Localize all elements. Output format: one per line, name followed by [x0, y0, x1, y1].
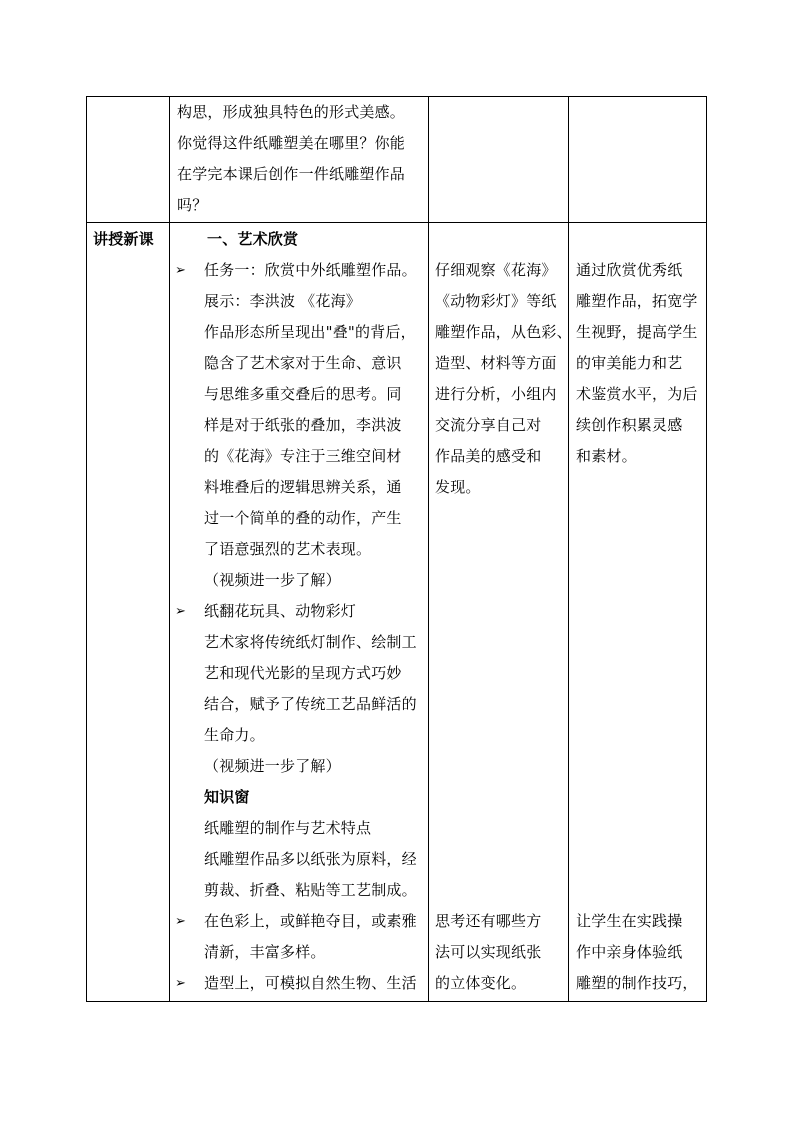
bullet-arrow-icon: ➢: [175, 263, 186, 278]
design-intent-line: 生视野，提高学生: [576, 323, 698, 341]
bullet-arrow-icon: ➢: [175, 976, 186, 991]
content-line: 结合，赋予了传统工艺品鲜活的: [204, 695, 417, 713]
content-line: 剪裁、折叠、粘贴等工艺制成。: [204, 881, 417, 899]
student-activity-line: 的立体变化。: [435, 974, 527, 992]
student-activity-line: 仔细观察《花海》: [435, 261, 557, 279]
content-line: 隐含了艺术家对于生命、意识: [204, 354, 402, 372]
student-activity-line: 作品美的感受和: [435, 447, 542, 465]
content-line: 的《花海》专注于三维空间材: [204, 447, 402, 465]
section-title: 一、艺术欣赏: [207, 230, 299, 248]
content-line: 造型上，可模拟自然生物、生活: [204, 974, 417, 992]
student-activity-line: 发现。: [435, 478, 481, 496]
row1-content-line: 在学完本课后创作一件纸雕塑作品: [177, 165, 406, 183]
knowledge-window-heading: 知识窗: [204, 788, 250, 806]
content-line: 与思维多重交叠后的思考。同: [204, 385, 402, 403]
content-line: 在色彩上，或鲜艳夺目，或素雅: [204, 912, 417, 930]
content-line: 过一个简单的叠的动作，产生: [204, 509, 402, 527]
content-line: 纸翻花玩具、动物彩灯: [204, 602, 357, 620]
stage-label: 讲授新课: [93, 230, 154, 248]
bullet-arrow-icon: ➢: [175, 914, 186, 929]
student-activity-line: 《动物彩灯》等纸: [435, 292, 557, 310]
row1-content-line: 吗？: [177, 196, 208, 214]
content-line: 纸雕塑作品多以纸张为原料，经: [204, 850, 417, 868]
student-activity-line: 思考还有哪些方: [435, 912, 542, 930]
lesson-plan-table: [86, 96, 707, 1002]
column-divider: [568, 97, 569, 1001]
content-line: （视频进一步了解）: [204, 571, 341, 589]
content-line: 了语意强烈的艺术表现。: [204, 540, 372, 558]
content-line: 艺术家将传统纸灯制作、绘制工: [204, 633, 417, 651]
content-line: 样是对于纸张的叠加，李洪波: [204, 416, 402, 434]
student-activity-line: 交流分享自己对: [435, 416, 542, 434]
content-line: 料堆叠后的逻辑思辨关系，通: [204, 478, 402, 496]
content-line: 生命力。: [204, 726, 265, 744]
design-intent-line: 雕塑的制作技巧，: [576, 974, 698, 992]
bullet-arrow-icon: ➢: [175, 604, 186, 619]
row-divider: [87, 222, 706, 223]
design-intent-line: 的审美能力和艺: [576, 354, 683, 372]
student-activity-line: 雕塑作品，从色彩、: [435, 323, 572, 341]
student-activity-line: 造型、材料等方面: [435, 354, 557, 372]
design-intent-line: 让学生在实践操: [576, 912, 683, 930]
design-intent-line: 续创作积累灵感: [576, 416, 683, 434]
content-line: 任务一：欣赏中外纸雕塑作品。: [204, 261, 417, 279]
design-intent-line: 雕塑作品，拓宽学: [576, 292, 698, 310]
content-line: 清新，丰富多样。: [204, 943, 326, 961]
content-line: 作品形态所呈现出"叠"的背后，: [204, 323, 416, 341]
row1-content-line: 你觉得这件纸雕塑美在哪里？你能: [177, 134, 406, 152]
content-line: （视频进一步了解）: [204, 757, 341, 775]
design-intent-line: 和素材。: [576, 447, 637, 465]
student-activity-line: 进行分析，小组内: [435, 385, 557, 403]
student-activity-line: 法可以实现纸张: [435, 943, 542, 961]
column-divider: [169, 97, 170, 1001]
content-line: 纸雕塑的制作与艺术特点: [204, 819, 372, 837]
column-divider: [428, 97, 429, 1001]
content-line: 艺和现代光影的呈现方式巧妙: [204, 664, 402, 682]
design-intent-line: 作中亲身体验纸: [576, 943, 683, 961]
design-intent-line: 通过欣赏优秀纸: [576, 261, 683, 279]
row1-content-line: 构思，形成独具特色的形式美感。: [177, 103, 406, 121]
content-line: 展示：李洪波 《花海》: [204, 292, 361, 310]
design-intent-line: 术鉴赏水平，为后: [576, 385, 698, 403]
